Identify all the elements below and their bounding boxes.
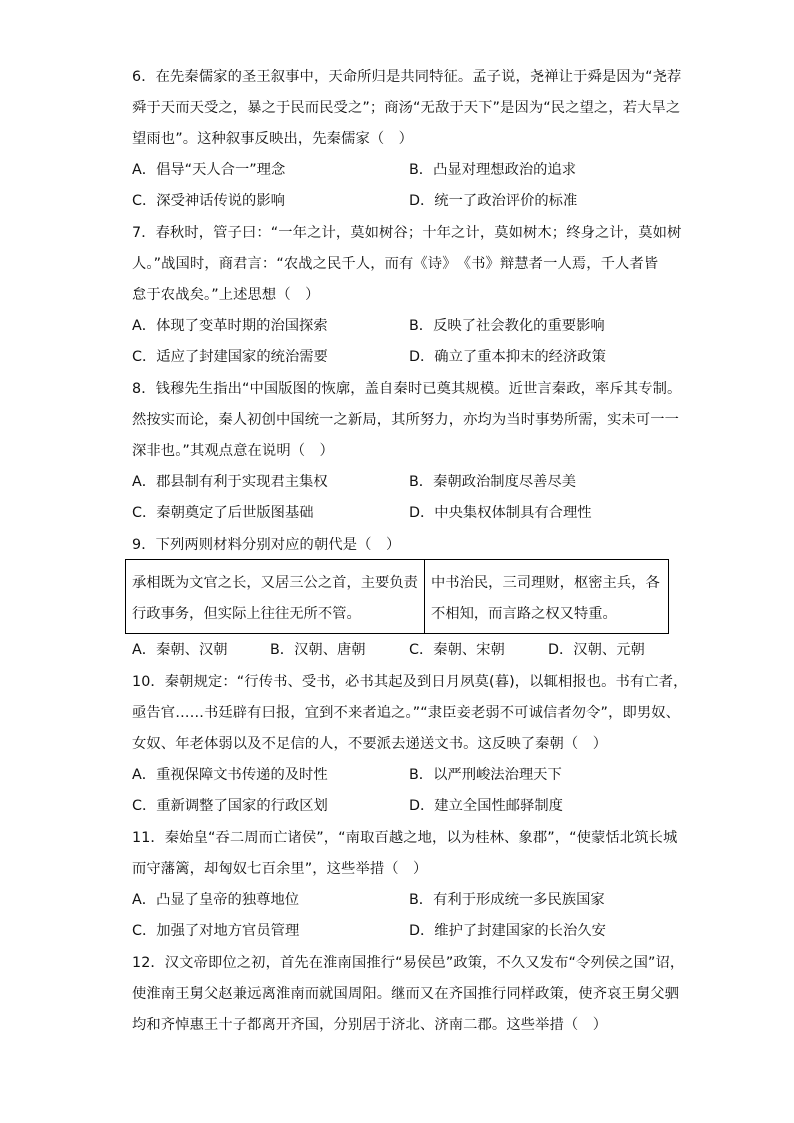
q8-option-c[interactable]: C．秦朝奠定了后世版图基础: [132, 505, 314, 521]
q9-material-right: 中书治民，三司理财，枢密主兵，各不相知，而言路之权又特重。: [425, 560, 669, 634]
q6-option-a[interactable]: A．倡导“天人合一”理念: [132, 162, 286, 178]
q8-option-d[interactable]: D．中央集权体制具有合理性: [409, 505, 592, 521]
q12-stem-line-3: 均和齐悼惠王十子都离开齐国，分别居于济北、济南二郡。这些举措（ ）: [132, 1017, 608, 1033]
q11-option-c[interactable]: C．加强了对地方官员管理: [132, 923, 300, 939]
q8-stem-line-2: 然按实而论，秦人初创中国统一之新局，其所努力，亦均为当时事势所需，实未可一一: [132, 412, 680, 428]
q10-stem-line-3: 女奴、年老体弱以及不足信的人，不要派去递送文书。这反映了秦朝（ ）: [132, 736, 608, 752]
q11-option-a[interactable]: A．凸显了皇帝的独尊地位: [132, 892, 300, 908]
q6-stem-line-3: 望雨也”。这种叙事反映出，先秦儒家（ ）: [132, 131, 414, 147]
q9-material-table: [125, 559, 669, 634]
q6-option-b[interactable]: B．凸显对理想政治的追求: [409, 162, 577, 178]
q8-option-b[interactable]: B．秦朝政治制度尽善尽美: [409, 474, 577, 490]
q6-stem-line-1: 6．在先秦儒家的圣王叙事中，天命所归是共同特征。孟子说，尧禅让于舜是因为“尧荐: [132, 69, 682, 85]
q7-stem-line-3: 怠于农战矣。”上述思想（ ）: [132, 287, 320, 303]
q9-option-b[interactable]: B．汉朝、唐朝: [270, 642, 366, 658]
q12-stem-line-1: 12．汉文帝即位之初，首先在淮南国推行“易侯邑”政策，不久又发布“令列侯之国”诏，: [132, 955, 685, 971]
q11-option-b[interactable]: B．有利于形成统一多民族国家: [409, 892, 605, 908]
q6-stem-line-2: 舜于天而天受之，暴之于民而民受之”；商汤“无敌于天下”是因为“民之望之，若大旱之: [132, 100, 681, 116]
q10-option-b[interactable]: B．以严刑峻法治理天下: [409, 767, 562, 783]
q9-material-left: 承相既为文官之长，又居三公之首，主要负责行政事务，但实际上往往无所不管。: [126, 560, 425, 634]
q10-option-a[interactable]: A．重视保障文书传递的及时性: [132, 767, 328, 783]
q9-option-c[interactable]: C．秦朝、宋朝: [409, 642, 505, 658]
q10-stem-line-1: 10．秦朝规定：“行传书、受书，必书其起及到日月夙莫(暮)，以辄相报也。书有亡者，: [132, 674, 688, 690]
q10-stem-line-2: 亟告官……书廷辟有曰报，宜到不来者追之。”“隶臣妾老弱不可诚信者勿令”，即男奴、: [132, 705, 681, 721]
q8-stem-line-3: 深非也。”其观点意在说明（ ）: [132, 443, 334, 459]
q9-option-a[interactable]: A．秦朝、汉朝: [132, 642, 228, 658]
q10-option-c[interactable]: C．重新调整了国家的行政区划: [132, 798, 328, 814]
q11-option-d[interactable]: D．维护了封建国家的长治久安: [409, 923, 606, 939]
q7-option-a[interactable]: A．体现了变革时期的治国探索: [132, 318, 328, 334]
q8-stem-line-1: 8．钱穆先生指出“中国版图的恢廓，盖自秦时已奠其规模。近世言秦政，率斥其专制。: [132, 381, 682, 397]
q7-stem-line-2: 人。”战国时，商君言：“农战之民千人，而有《诗》 《书》辩慧者一人焉，千人者皆: [132, 256, 659, 272]
q7-option-d[interactable]: D．确立了重本抑末的经济政策: [409, 349, 606, 365]
q8-option-a[interactable]: A．郡县制有利于实现君主集权: [132, 474, 328, 490]
q7-option-c[interactable]: C．适应了封建国家的统治需要: [132, 349, 328, 365]
q6-option-c[interactable]: C．深受神话传说的影响: [132, 193, 285, 209]
q6-option-d[interactable]: D．统一了政治评价的标准: [409, 193, 578, 209]
q12-stem-line-2: 使淮南王舅父赵兼远离淮南而就国周阳。继而又在齐国推行同样政策，使齐哀王舅父驷: [132, 986, 680, 1002]
q11-stem-line-2: 而守藩篱，却匈奴七百余里”，这些举措（ ）: [132, 861, 428, 877]
q9-option-d[interactable]: D．汉朝、元朝: [548, 642, 645, 658]
q7-option-b[interactable]: B．反映了社会教化的重要影响: [409, 318, 605, 334]
q9-stem: 9．下列两则材料分别对应的朝代是（ ）: [132, 537, 401, 553]
q7-stem-line-1: 7．春秋时，管子曰：“一年之计，莫如树谷；十年之计，莫如树木；终身之计，莫如树: [132, 225, 682, 241]
q10-option-d[interactable]: D．建立全国性邮驿制度: [409, 798, 563, 814]
q11-stem-line-1: 11．秦始皇“吞二周而亡诸侯”，“南取百越之地，以为桂林、象郡”，“使蒙恬北筑长城: [132, 830, 678, 846]
